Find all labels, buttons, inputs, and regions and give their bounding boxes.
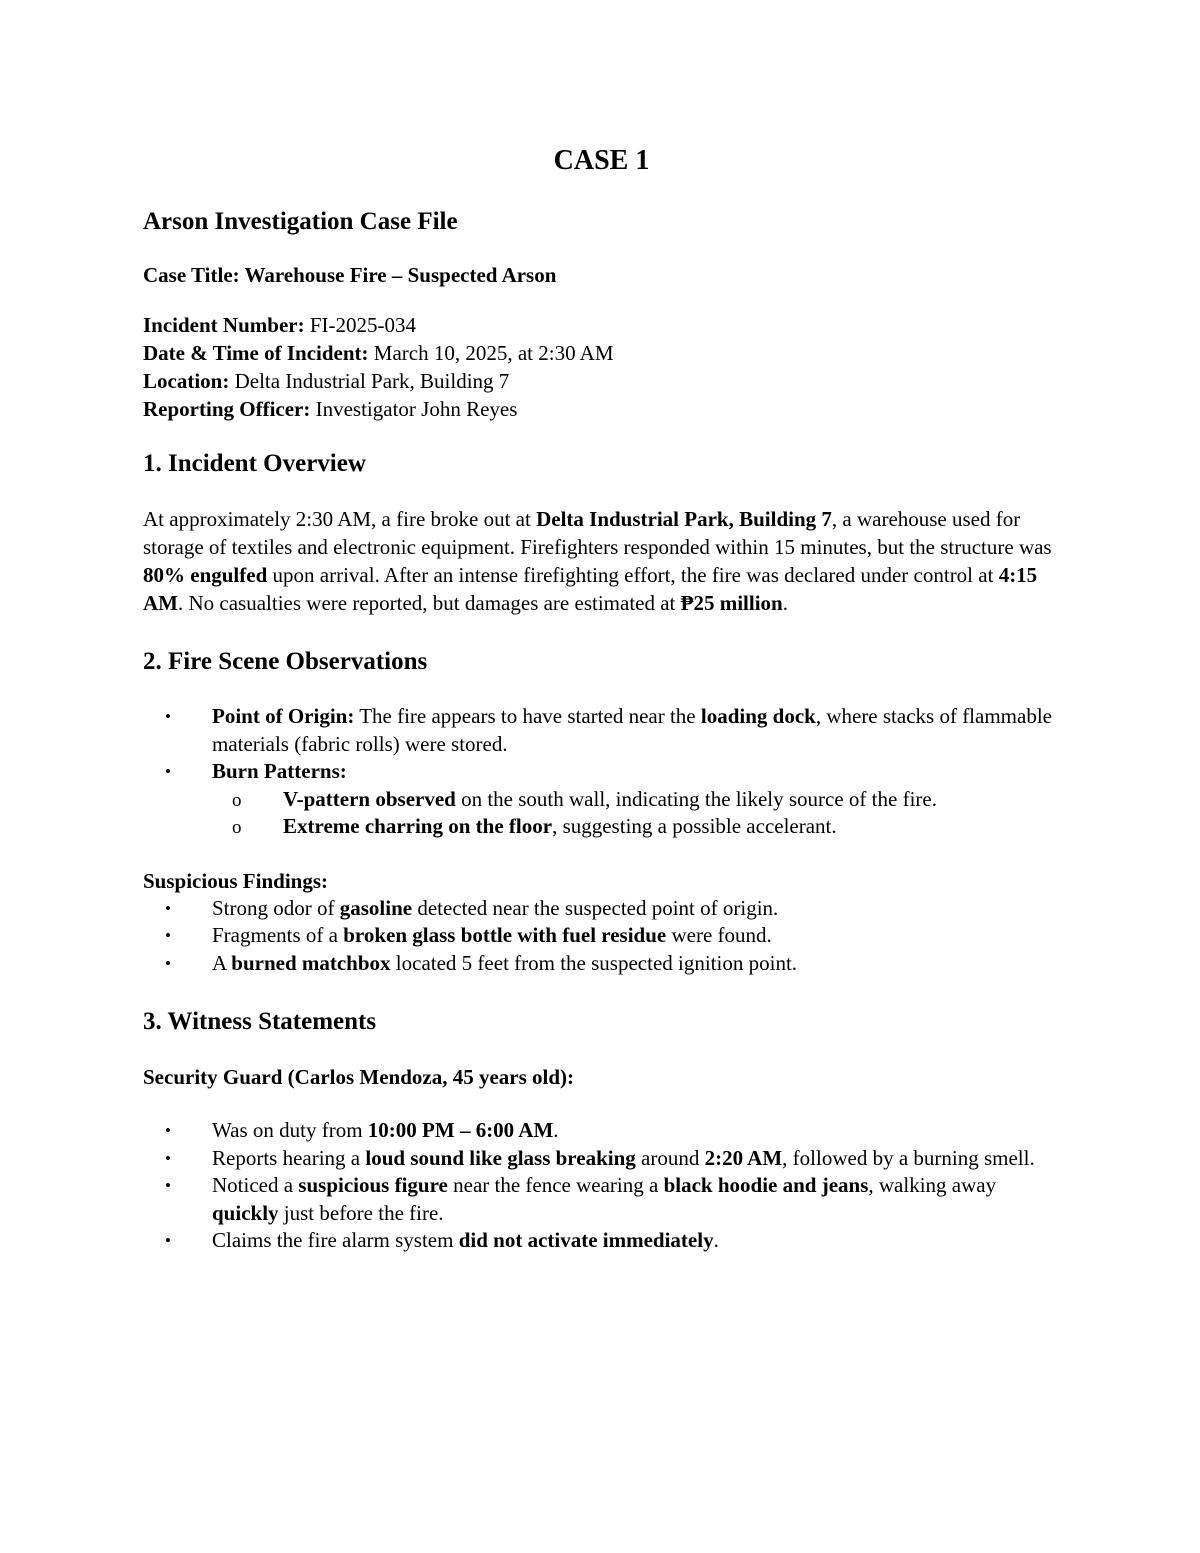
list-item bbox=[143, 1227, 1060, 1255]
burn-pattern-text: , suggesting a possible accelerant. bbox=[552, 814, 837, 838]
fire-scene-list bbox=[143, 703, 1060, 841]
witness-label: Security Guard (Carlos Mendoza, 45 years old): bbox=[143, 1065, 575, 1089]
bullet-icon: • bbox=[165, 1176, 171, 1195]
statement-text: Noticed a bbox=[212, 1173, 299, 1197]
statement-bold: 10:00 PM – 6:00 AM bbox=[367, 1118, 554, 1142]
origin-label: Point of Origin: bbox=[212, 704, 355, 728]
bullet-icon: • bbox=[165, 926, 171, 945]
finding-text: Strong odor of bbox=[212, 895, 340, 920]
statement-bold: 2:20 AM bbox=[704, 1145, 783, 1170]
statement-text: Reports hearing a bbox=[212, 1145, 366, 1170]
statement-bold: black hoodie and jeans bbox=[663, 1173, 869, 1197]
statement-text: . bbox=[713, 1228, 719, 1252]
case-heading: CASE 1 bbox=[553, 145, 650, 176]
bullet-icon: • bbox=[165, 1231, 171, 1250]
statement-text: , followed by a burning smell. bbox=[782, 1145, 1035, 1170]
list-item bbox=[143, 1145, 1060, 1173]
overview-text: upon arrival. After an intense firefighting effort, the fire was declared under control at bbox=[267, 563, 999, 587]
incident-metadata bbox=[143, 311, 1060, 423]
overview-text: . bbox=[782, 591, 788, 615]
statement-text: Claims the fire alarm system bbox=[212, 1228, 459, 1252]
location-label: Location: bbox=[143, 369, 230, 393]
statement-bold: did not activate immediately bbox=[458, 1228, 714, 1252]
officer-line bbox=[143, 395, 1060, 423]
sub-list-item bbox=[212, 786, 1060, 814]
list-item bbox=[143, 1172, 1060, 1227]
finding-text: detected near the suspected point of origin. bbox=[412, 895, 779, 920]
officer-value: Investigator John Reyes bbox=[310, 397, 518, 421]
datetime-value: March 10, 2025, at 2:30 AM bbox=[368, 341, 614, 365]
finding-text: A bbox=[212, 950, 232, 975]
origin-bold: loading dock bbox=[700, 704, 816, 728]
finding-bold: broken glass bottle with fuel residue bbox=[343, 923, 667, 947]
location-line bbox=[143, 367, 1060, 395]
list-item bbox=[143, 758, 1060, 786]
statement-bold: loud sound like glass breaking bbox=[365, 1145, 636, 1170]
list-item bbox=[143, 895, 1060, 923]
sub-bullet-icon: o bbox=[232, 789, 242, 811]
finding-bold: gasoline bbox=[339, 895, 413, 920]
datetime-line bbox=[143, 339, 1060, 367]
statement-bold: suspicious figure bbox=[298, 1173, 448, 1197]
finding-text: were found. bbox=[666, 923, 772, 947]
statement-bold: quickly bbox=[212, 1200, 279, 1225]
bullet-icon: • bbox=[165, 953, 171, 973]
document-title: Arson Investigation Case File bbox=[143, 208, 458, 235]
finding-text: located 5 feet from the suspected ignition point. bbox=[390, 950, 798, 975]
case-title: Case Title: Warehouse Fire – Suspected Arson bbox=[143, 263, 557, 287]
list-item bbox=[143, 950, 1060, 978]
bullet-icon: • bbox=[165, 1148, 171, 1168]
bullet-icon: • bbox=[165, 1121, 171, 1140]
datetime-label: Date & Time of Incident: bbox=[143, 341, 369, 365]
statement-text: . bbox=[553, 1118, 559, 1142]
list-item bbox=[143, 1117, 1060, 1145]
overview-text: , a warehouse used for storage of textiles and electronic equipment. Firefighters responded within 15 minutes, but the structure was bbox=[143, 507, 1052, 559]
bullet-icon: • bbox=[165, 898, 171, 918]
burn-pattern-text: on the south wall, indicating the likely source of the fire. bbox=[455, 786, 937, 811]
list-item bbox=[143, 703, 1060, 758]
burn-pattern-bold: Extreme charring on the floor bbox=[283, 814, 553, 838]
overview-text: At approximately 2:30 AM, a fire broke out at bbox=[143, 507, 537, 531]
location-value: Delta Industrial Park, Building 7 bbox=[229, 369, 510, 393]
burn-pattern-bold: V-pattern observed bbox=[283, 786, 456, 811]
incident-number-value: FI-2025-034 bbox=[304, 313, 417, 337]
burn-patterns-label: Burn Patterns: bbox=[212, 759, 347, 783]
sub-list-item bbox=[212, 813, 1060, 841]
origin-text: The fire appears to have started near the bbox=[354, 704, 701, 728]
section-heading-incident-overview: 1. Incident Overview bbox=[143, 450, 366, 477]
overview-bold: 4:15 AM bbox=[143, 563, 1038, 615]
finding-bold: burned matchbox bbox=[231, 950, 391, 975]
overview-bold: Delta Industrial Park, Building 7 bbox=[536, 507, 832, 531]
bullet-icon: • bbox=[165, 762, 171, 781]
overview-bold: 80% engulfed bbox=[143, 563, 268, 587]
list-item bbox=[143, 922, 1060, 950]
witness-statement-list bbox=[143, 1117, 1060, 1255]
incident-overview-paragraph bbox=[143, 505, 1060, 617]
burn-patterns-sublist bbox=[212, 786, 1060, 841]
suspicious-findings-list bbox=[143, 895, 1060, 978]
section-heading-fire-scene: 2. Fire Scene Observations bbox=[143, 648, 428, 675]
statement-text: near the fence wearing a bbox=[447, 1173, 664, 1197]
list-item bbox=[143, 786, 1060, 841]
section-heading-witness-statements: 3. Witness Statements bbox=[143, 1008, 377, 1035]
incident-number-line bbox=[143, 311, 1060, 339]
overview-bold: ₱25 million bbox=[680, 591, 783, 615]
sub-bullet-icon: o bbox=[232, 817, 242, 838]
statement-text: Was on duty from bbox=[212, 1118, 368, 1142]
finding-text: Fragments of a bbox=[212, 923, 344, 947]
origin-text: , where stacks of flammable materials (fabric rolls) were stored. bbox=[212, 704, 1052, 756]
incident-number-label: Incident Number: bbox=[143, 313, 305, 337]
overview-text: . No casualties were reported, but damages are estimated at bbox=[178, 591, 681, 615]
officer-label: Reporting Officer: bbox=[143, 397, 311, 421]
bullet-icon: • bbox=[165, 707, 171, 726]
statement-text: just before the fire. bbox=[278, 1200, 444, 1225]
statement-text: around bbox=[635, 1145, 705, 1170]
suspicious-findings-label: Suspicious Findings: bbox=[143, 868, 329, 893]
statement-text: , walking away bbox=[868, 1173, 997, 1197]
